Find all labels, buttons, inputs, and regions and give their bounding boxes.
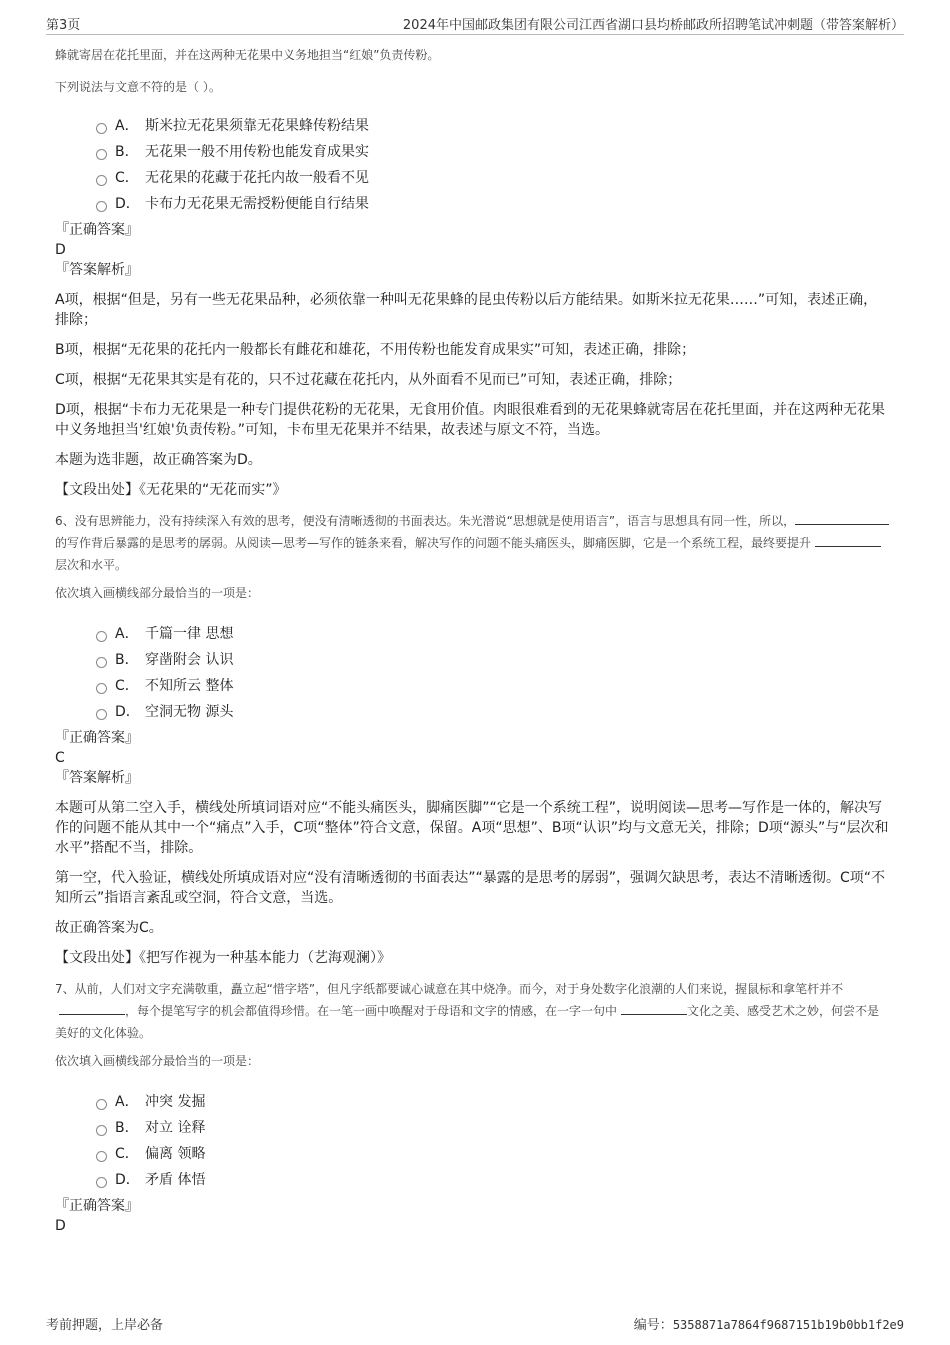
blank-line	[815, 534, 881, 547]
q5-analysis-d: D项，根据“卡布力无花果是一种专门提供花粉的无花果，无食用价值。肉眼很难看到的无花果蜂就寄居在花托里面，并在这两种无花果中义务地担当'红娘'负责传粉。”可知，卡布里无花果并不结果，故表述与原文不符，当选。	[55, 402, 886, 438]
document-body	[55, 44, 890, 1236]
q7-options	[55, 1088, 890, 1192]
q6-analysis-2: 第一空，代入验证，横线处所填成语对应“没有清晰透彻的书面表达”“暴露的是思考的孱弱”，强调欠缺思考，表达不清晰透彻。C项“不知所云”指语言紊乱或空洞，符合文意，当选。	[55, 870, 886, 906]
q5-answer-label: 『正确答案』	[55, 222, 139, 238]
q5-analysis-a: A项，根据“但是，另有一些无花果品种，必须依靠一种叫无花果蜂的昆虫传粉以后方能结果。如斯米拉无花果……”可知，表述正确，排除；	[55, 292, 878, 328]
document-title: 2024年中国邮政集团有限公司江西省湖口县均桥邮政所招聘笔试冲刺题（带答案解析）	[402, 18, 904, 33]
radio-icon[interactable]	[96, 1099, 107, 1110]
q7-option-c[interactable]: C． 偏离 领略	[55, 1140, 890, 1166]
q6-option-b[interactable]: B． 穿凿附会 认识	[55, 646, 890, 672]
q5-option-a[interactable]: A． 斯米拉无花果须靠无花果蜂传粉结果	[55, 112, 890, 138]
radio-icon[interactable]	[96, 657, 107, 668]
q6-options	[55, 620, 890, 724]
q7-question: 依次填入画横线部分最恰当的一项是：	[55, 1054, 260, 1068]
q5-analysis-conclusion: 本题为选非题，故正确答案为D。	[55, 452, 262, 468]
q5-question: 下列说法与文意不符的是（ ）。	[55, 80, 221, 94]
q7-answer: D	[55, 1218, 66, 1234]
q7-option-b[interactable]: B． 对立 诠释	[55, 1114, 890, 1140]
radio-icon[interactable]	[96, 683, 107, 694]
q6-analysis-label: 『答案解析』	[55, 770, 139, 786]
radio-icon[interactable]	[96, 631, 107, 642]
document-code: 编号：5358871a7864f9687151b19b0bb1f2e9	[633, 1318, 904, 1333]
q5-option-c[interactable]: C． 无花果的花藏于花托内故一般看不见	[55, 164, 890, 190]
blank-line	[795, 512, 889, 525]
q6-option-c[interactable]: C． 不知所云 整体	[55, 672, 890, 698]
radio-icon[interactable]	[96, 709, 107, 720]
q6-option-a[interactable]: A． 千篇一律 思想	[55, 620, 890, 646]
footer-slogan: 考前押题，上岸必备	[46, 1318, 164, 1333]
q5-analysis-b: B项，根据“无花果的花托内一般都长有雌花和雄花，不用传粉也能发育成果实”可知，表述正确，排除；	[55, 342, 696, 358]
blank-line	[59, 1002, 125, 1015]
q5-analysis-c: C项，根据“无花果其实是有花的，只不过花藏在花托内，从外面看不见而已”可知，表述正确，排除；	[55, 372, 682, 388]
radio-icon[interactable]	[96, 175, 107, 186]
q5-source: 【文段出处】《无花果的“无花而实”》	[55, 482, 287, 498]
radio-icon[interactable]	[96, 1125, 107, 1136]
q6-answer-label: 『正确答案』	[55, 730, 139, 746]
q7-stem: 7、从前，人们对文字充满敬重，矗立起“惜字塔”，但凡字纸都要诚心诚意在其中烧净。而今，对于身处数字化浪潮的人们来说，握鼠标和拿笔杆并不，每个提笔写字的机会都值得珍惜。在一笔一画中唤醒对于母语和文字的情感，在一字一句中 文化之美、感受艺术之妙，何尝不是美好的文化体验。	[55, 982, 880, 1040]
q6-answer: C	[55, 750, 65, 766]
q6-analysis-1: 本题可从第二空入手，横线处所填词语对应“不能头痛医头，脚痛医脚”“它是一个系统工程”，说明阅读—思考—写作是一体的，解决写作的问题不能从其中一个“痛点”入手，C项“整体”符合文意，保留。A项“思想”、B项“认识”均与文意无关，排除；D项“源头”与“层次和水平”搭配不当，排除。	[55, 800, 889, 856]
q5-option-b[interactable]: B． 无花果一般不用传粉也能发育成果实	[55, 138, 890, 164]
q5-answer: D	[55, 242, 66, 258]
page-number: 第3页	[46, 18, 81, 33]
radio-icon[interactable]	[96, 1151, 107, 1162]
q6-analysis-conclusion: 故正确答案为C。	[55, 920, 163, 936]
q7-option-d[interactable]: D． 矛盾 体悟	[55, 1166, 890, 1192]
q5-options	[55, 112, 890, 216]
q6-source: 【文段出处】《把写作视为一种基本能力（艺海观澜）》	[55, 950, 391, 966]
blank-line	[621, 1002, 687, 1015]
q6-question: 依次填入画横线部分最恰当的一项是：	[55, 586, 260, 600]
radio-icon[interactable]	[96, 123, 107, 134]
q5-option-d[interactable]: D． 卡布力无花果无需授粉便能自行结果	[55, 190, 890, 216]
q6-stem: 6、没有思辨能力，没有持续深入有效的思考，便没有清晰透彻的书面表达。朱光潜说“思想就是使用语言”，语言与思想具有同一性，所以，的写作背后暴露的是思考的孱弱。从阅读—思考—写作的链条来看，解决写作的问题不能头痛医头，脚痛医脚，它是一个系统工程，最终要提升层次和水平。	[55, 510, 890, 576]
q7-option-a[interactable]: A． 冲突 发掘	[55, 1088, 890, 1114]
radio-icon[interactable]	[96, 1177, 107, 1188]
radio-icon[interactable]	[96, 149, 107, 160]
q6-option-d[interactable]: D． 空洞无物 源头	[55, 698, 890, 724]
q5-analysis-label: 『答案解析』	[55, 262, 139, 278]
page-header	[46, 14, 904, 35]
q7-answer-label: 『正确答案』	[55, 1198, 139, 1214]
intro-tail: 蜂就寄居在花托里面，并在这两种无花果中义务地担当“红娘”负责传粉。	[55, 48, 440, 62]
radio-icon[interactable]	[96, 201, 107, 212]
